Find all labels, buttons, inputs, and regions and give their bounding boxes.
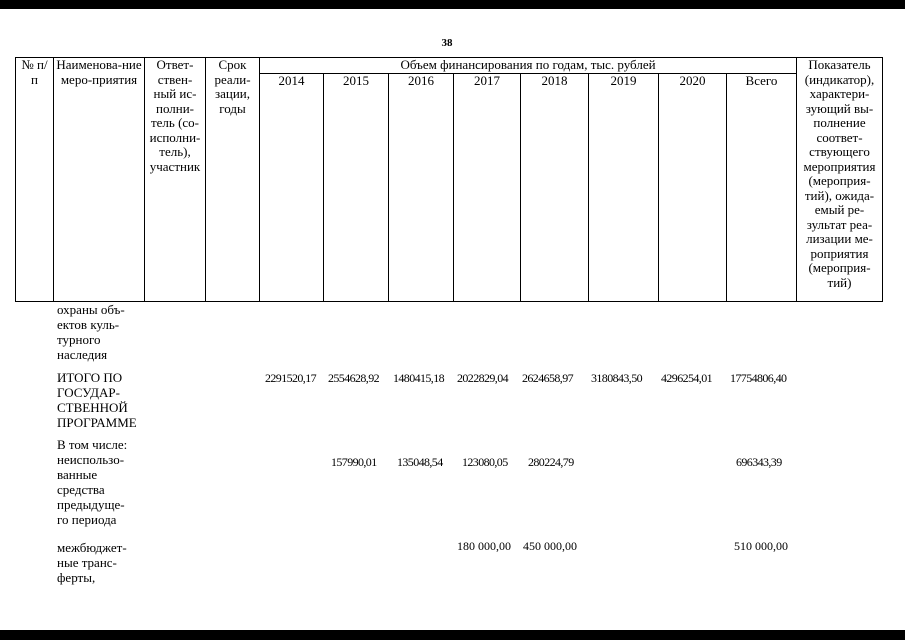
- col-number-header: № п/п: [16, 58, 54, 302]
- transfers-total-value: 510 000,00: [734, 539, 788, 553]
- year-2017-header: 2017: [454, 73, 521, 301]
- unused-2018-value: 280224,79: [528, 455, 574, 469]
- row-name-heritage: охраны объ- ектов куль- турного наследия: [57, 302, 125, 362]
- col-funding-header: Объем финансирования по годам, тыс. рублей: [260, 58, 797, 74]
- total-header: Всего: [727, 73, 797, 301]
- total-all-value: 17754806,40: [730, 371, 787, 385]
- unused-2015-value: 157990,01: [331, 455, 377, 469]
- year-2016-header: 2016: [389, 73, 454, 301]
- unused-2017-value: 123080,05: [462, 455, 508, 469]
- row-name-total: ИТОГО ПО ГОСУДАР- СТВЕННОЙ ПРОГРАММЕ: [57, 370, 137, 430]
- col-indicator-header: Показатель (индикатор), характери-зующий вы-полнение соответ-ствующего мероприятия (мероприя-тий), ожида-емый ре-зультат реа-лизации ме-роприятия (мероприя-тий): [797, 58, 883, 302]
- year-2019-header: 2019: [589, 73, 659, 301]
- total-2016-value: 1480415,18: [393, 371, 445, 385]
- col-name-header: Наименова-ние меро-приятия: [54, 58, 145, 302]
- page-number: 38: [441, 37, 453, 49]
- year-2018-header: 2018: [521, 73, 589, 301]
- total-2015-value: 2554628,92: [328, 371, 380, 385]
- total-2020-value: 4296254,01: [661, 371, 713, 385]
- total-2019-value: 3180843,50: [591, 371, 643, 385]
- header-table: [15, 57, 883, 302]
- col-responsible-header: Ответ-ствен-ный ис-полни-тель (со-исполни-тель), участник: [145, 58, 206, 302]
- col-term-header: Срок реали-зации, годы: [206, 58, 260, 302]
- total-2018-value: 2624658,97: [522, 371, 574, 385]
- row-name-unused-funds: В том числе: неиспользо- ванные средства предыдуще- го периода: [57, 437, 128, 527]
- total-2014-value: 2291520,17: [265, 371, 317, 385]
- transfers-2017-value: 180 000,00: [457, 539, 511, 553]
- row-name-transfers: межбюджет- ные транс- ферты,: [57, 540, 127, 585]
- bottom-border: [0, 630, 905, 640]
- total-2017-value: 2022829,04: [457, 371, 509, 385]
- top-border: [0, 0, 905, 9]
- year-2015-header: 2015: [324, 73, 389, 301]
- year-2020-header: 2020: [659, 73, 727, 301]
- unused-total-value: 696343,39: [736, 455, 782, 469]
- unused-2016-value: 135048,54: [397, 455, 443, 469]
- transfers-2018-value: 450 000,00: [523, 539, 577, 553]
- year-2014-header: 2014: [260, 73, 324, 301]
